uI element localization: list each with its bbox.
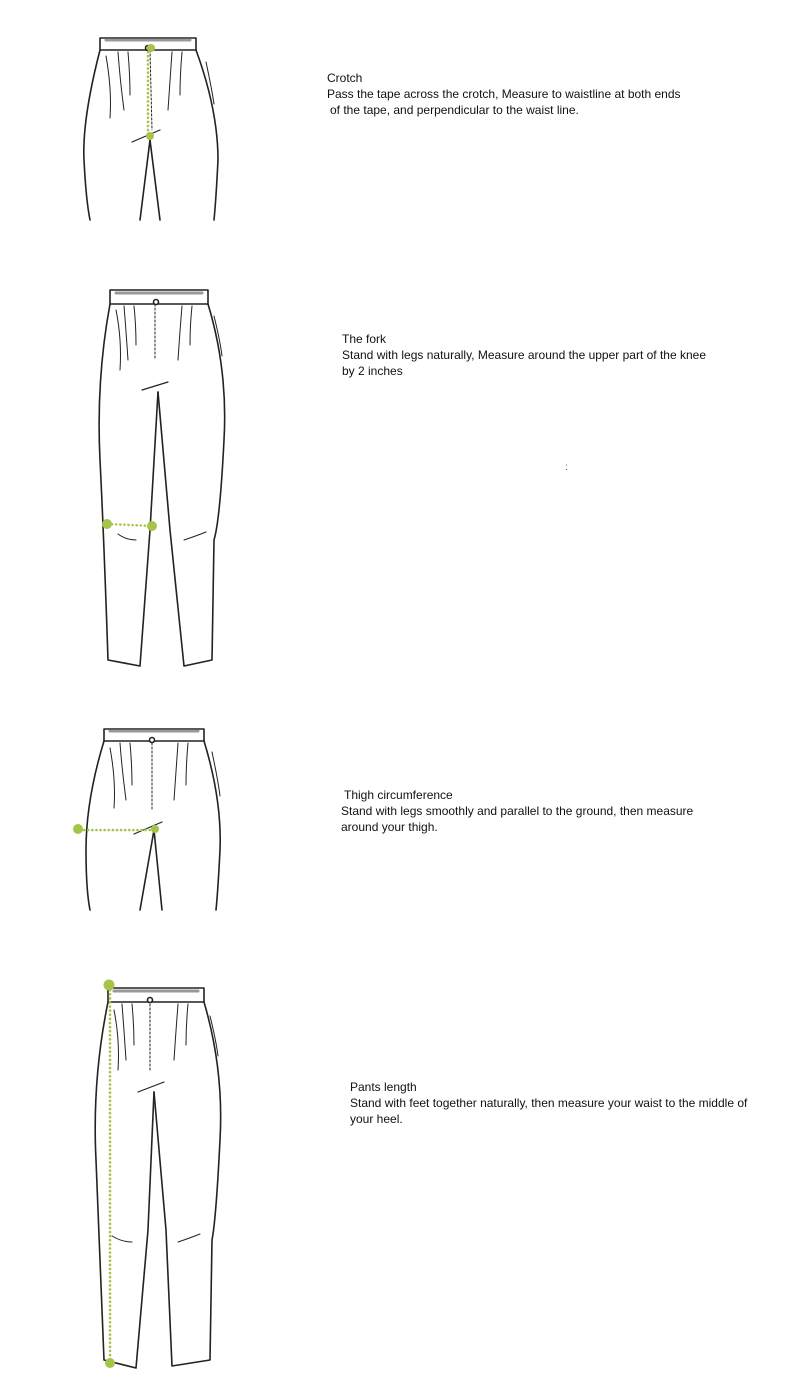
section-crotch xyxy=(327,70,767,118)
section-pants-length xyxy=(350,1079,780,1127)
section-title: The fork xyxy=(342,332,387,346)
section-fork xyxy=(342,331,772,379)
section-title: Thigh circumference xyxy=(344,788,453,802)
section-thigh xyxy=(341,787,771,835)
section-line: of the tape, and perpendicular to the waist line. xyxy=(330,103,579,117)
section-title: Pants length xyxy=(350,1080,417,1094)
section-line: your heel. xyxy=(350,1112,403,1126)
section-line: Stand with legs naturally, Measure around the upper part of the knee xyxy=(342,348,707,362)
section-line: by 2 inches xyxy=(342,364,403,378)
section-title: Crotch xyxy=(327,71,363,85)
section-line: Stand with legs smoothly and parallel to the ground, then measure xyxy=(341,804,694,818)
section-line: Pass the tape across the crotch, Measure to waistline at both ends xyxy=(327,87,681,101)
section-line: around your thigh. xyxy=(341,820,438,834)
section-line: Stand with feet together naturally, then measure your waist to the middle of xyxy=(350,1096,748,1110)
stray-mark: : xyxy=(565,462,568,473)
